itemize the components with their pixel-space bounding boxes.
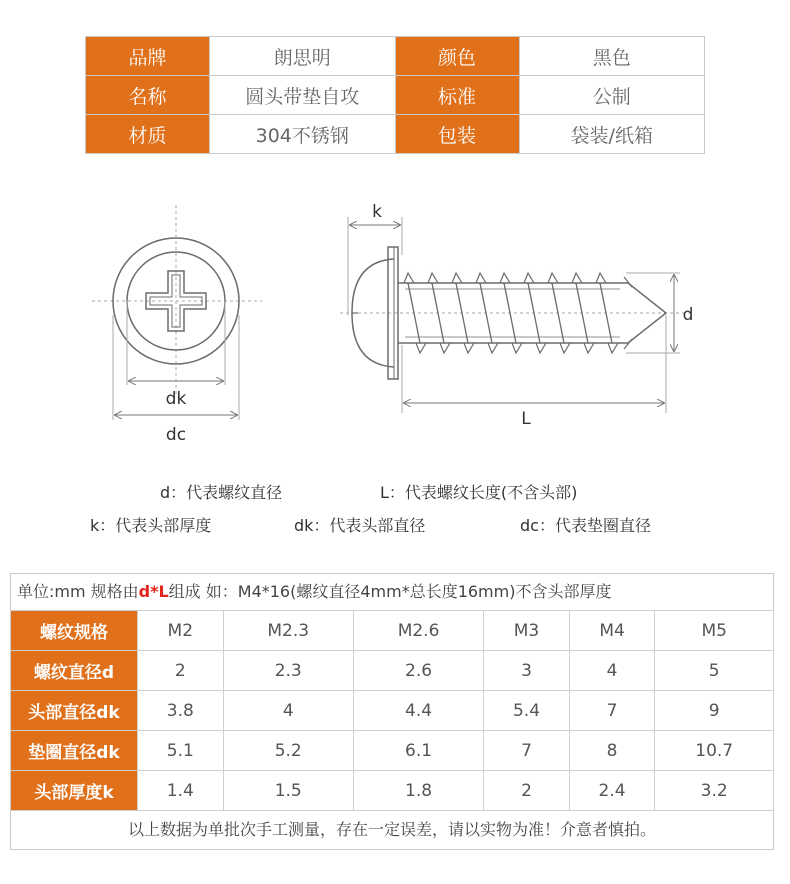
note-prefix: 单位:mm 规格由 — [17, 582, 139, 601]
spec-value: 圆头带垫自攻 — [209, 76, 395, 115]
table-cell: 7 — [569, 691, 655, 731]
table-cell: 1.4 — [138, 771, 224, 811]
table-cell: 1.5 — [223, 771, 353, 811]
table-header-row — [11, 611, 774, 651]
spec-row — [86, 37, 705, 76]
spec-value: 黑色 — [519, 37, 704, 76]
note-suffix: 组成 如：M4*16(螺纹直径4mm*总长度16mm)不含头部厚度 — [168, 582, 612, 601]
spec-table — [85, 36, 705, 154]
spec-key: 名称 — [86, 76, 210, 115]
table-cell: 4.4 — [353, 691, 483, 731]
table-cell: 3.8 — [138, 691, 224, 731]
disclaimer-footer: 以上数据为单批次手工测量，存在一定误差，请以实物为准！介意者慎拍。 — [10, 811, 774, 850]
unit-note — [10, 573, 774, 610]
table-cell: 5.2 — [223, 731, 353, 771]
legend-k: k：代表头部厚度 — [90, 516, 212, 535]
legend-dc: dc：代表垫圈直径 — [520, 516, 651, 535]
table-cell: 5.4 — [484, 691, 570, 731]
row-header: 头部厚度k — [11, 771, 138, 811]
table-cell: 4 — [569, 651, 655, 691]
row-header: 螺纹规格 — [11, 611, 138, 651]
spec-key: 包装 — [395, 115, 519, 154]
column-header: M3 — [484, 611, 570, 651]
table-row — [11, 691, 774, 731]
spec-row — [86, 76, 705, 115]
table-cell: 2 — [138, 651, 224, 691]
table-cell: 7 — [484, 731, 570, 771]
column-header: M5 — [655, 611, 774, 651]
table-cell: 3.2 — [655, 771, 774, 811]
screw-head-view — [92, 205, 262, 420]
spec-value: 袋装/纸箱 — [519, 115, 704, 154]
table-cell: 2.6 — [353, 651, 483, 691]
spec-value: 304不锈钢 — [209, 115, 395, 154]
table-cell: 5 — [655, 651, 774, 691]
table-cell: 1.8 — [353, 771, 483, 811]
table-row — [11, 651, 774, 691]
legend-L: L：代表螺纹长度(不含头部) — [380, 483, 578, 502]
table-cell: 3 — [484, 651, 570, 691]
table-cell: 2.3 — [223, 651, 353, 691]
table-cell: 10.7 — [655, 731, 774, 771]
legend-dk: dk：代表头部直径 — [294, 516, 426, 535]
note-highlight: d*L — [138, 582, 169, 601]
dimension-label-d: d — [682, 305, 694, 325]
table-cell: 2 — [484, 771, 570, 811]
table-cell: 5.1 — [138, 731, 224, 771]
row-header: 垫圈直径dk — [11, 731, 138, 771]
spec-key: 标准 — [395, 76, 519, 115]
row-header: 螺纹直径d — [11, 651, 138, 691]
spec-key: 颜色 — [395, 37, 519, 76]
spec-key: 品牌 — [86, 37, 210, 76]
column-header: M4 — [569, 611, 655, 651]
table-row — [11, 771, 774, 811]
dimension-label-L: L — [521, 409, 531, 429]
table-row — [11, 731, 774, 771]
size-table-section — [10, 573, 774, 850]
spec-row — [86, 115, 705, 154]
dimension-label-dc: dc — [165, 425, 187, 445]
screw-side-view — [340, 217, 690, 413]
spec-value: 朗思明 — [209, 37, 395, 76]
column-header: M2.6 — [353, 611, 483, 651]
screw-diagram — [0, 195, 790, 455]
row-header: 头部直径dk — [11, 691, 138, 731]
table-cell: 8 — [569, 731, 655, 771]
table-cell: 9 — [655, 691, 774, 731]
spec-value: 公制 — [519, 76, 704, 115]
dimension-label-k: k — [372, 202, 382, 222]
size-table — [10, 610, 774, 811]
column-header: M2.3 — [223, 611, 353, 651]
table-cell: 2.4 — [569, 771, 655, 811]
column-header: M2 — [138, 611, 224, 651]
table-cell: 6.1 — [353, 731, 483, 771]
dimension-label-dk: dk — [165, 389, 187, 409]
legend-d: d：代表螺纹直径 — [160, 483, 283, 502]
spec-key: 材质 — [86, 115, 210, 154]
table-cell: 4 — [223, 691, 353, 731]
